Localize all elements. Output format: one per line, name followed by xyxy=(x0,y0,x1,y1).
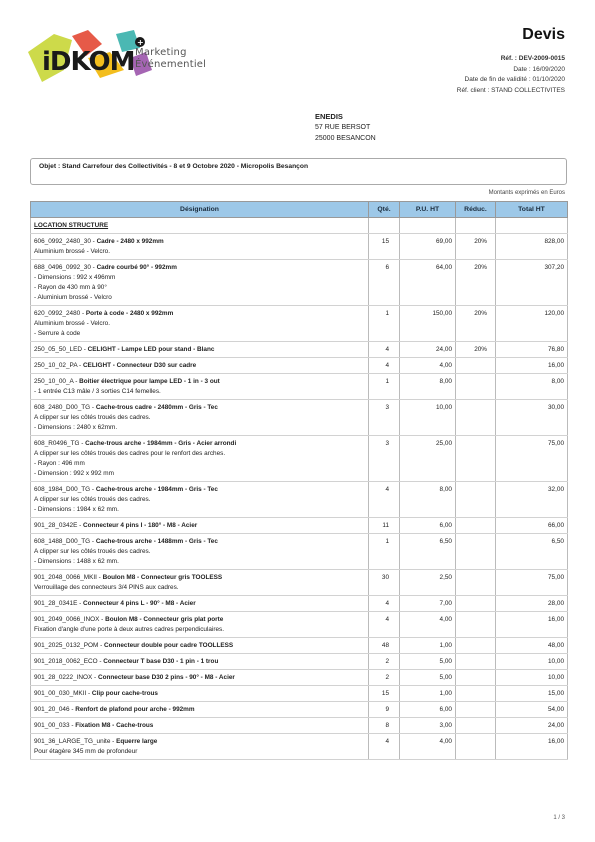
cell-unit-price: 6,00 xyxy=(400,518,456,534)
item-title xyxy=(34,521,365,531)
cell-unit-price: 1,00 xyxy=(400,638,456,654)
cell-discount xyxy=(456,718,496,734)
item-separator: - xyxy=(77,522,84,529)
cell-qty: 8 xyxy=(369,718,400,734)
item-title xyxy=(34,309,365,319)
item-code: 901_20_046 xyxy=(34,706,70,713)
table-row xyxy=(31,670,568,686)
item-separator: - xyxy=(80,310,86,317)
cell-designation xyxy=(31,358,369,374)
cell-unit-price: 24,00 xyxy=(400,342,456,358)
item-title xyxy=(34,721,365,731)
header-discount: Réduc. xyxy=(456,202,496,218)
item-code: 901_2018_0062_ECO xyxy=(34,658,98,665)
item-code: 901_36_LARGE_TG_unite xyxy=(34,738,111,745)
cell-total: 66,00 xyxy=(496,518,568,534)
cell-designation xyxy=(31,518,369,534)
table-row xyxy=(31,686,568,702)
item-description: Aluminium brossé - Velcro. xyxy=(34,248,111,255)
cell-unit-price: 6,00 xyxy=(400,702,456,718)
item-name: Cache-trous arche - 1984mm - Gris - Tec xyxy=(95,486,218,493)
cell-discount xyxy=(456,596,496,612)
cell-designation xyxy=(31,734,369,760)
item-description: A clipper sur les côtés troués des cadres pour le renfort des arches. - Rayon : 496 mm - Dimension : 992 x 992 mm xyxy=(34,450,226,477)
item-separator: - xyxy=(73,378,80,385)
item-name: Cadre - 2480 x 992mm xyxy=(96,238,164,245)
cell-designation xyxy=(31,686,369,702)
item-name: Cache-trous cadre - 2480mm - Gris - Tec xyxy=(95,404,218,411)
cell-designation xyxy=(31,374,369,400)
cell-qty: 30 xyxy=(369,570,400,596)
header-unit-price: P.U. HT xyxy=(400,202,456,218)
item-code: 250_10_02_PA xyxy=(34,362,78,369)
item-name: Fixation M8 - Cache-trous xyxy=(75,722,154,729)
cell-unit-price: 8,00 xyxy=(400,374,456,400)
cell-designation xyxy=(31,436,369,482)
item-name: Cache-trous arche - 1984mm - Gris - Acier arrondi xyxy=(85,440,237,447)
table-row xyxy=(31,702,568,718)
item-separator: - xyxy=(96,574,103,581)
cell-qty: 3 xyxy=(369,400,400,436)
item-name: Renfort de plafond pour arche - 992mm xyxy=(75,706,195,713)
cell-total: 16,00 xyxy=(496,612,568,638)
item-description: A clipper sur les côtés troués des cadres. - Dimensions : 2480 x 62mm. xyxy=(34,414,151,431)
item-separator: - xyxy=(86,690,92,697)
logo-tagline-line1: Marketing xyxy=(135,47,187,58)
cell-qty: 15 xyxy=(369,234,400,260)
client-name: ENEDIS xyxy=(315,112,343,121)
table-row xyxy=(31,436,568,482)
cell-discount xyxy=(456,358,496,374)
cell-discount xyxy=(456,612,496,638)
item-separator: - xyxy=(90,238,97,245)
cell-discount xyxy=(456,570,496,596)
cell-qty: 4 xyxy=(369,358,400,374)
item-title xyxy=(34,263,365,273)
cell-discount xyxy=(456,374,496,400)
item-code: 901_28_0342E xyxy=(34,522,78,529)
item-title xyxy=(34,673,365,683)
cell-total: 28,00 xyxy=(496,596,568,612)
item-name: Boulon M8 - Connecteur gris plat porte xyxy=(105,616,224,623)
item-separator: - xyxy=(98,642,105,649)
cell-qty: 4 xyxy=(369,482,400,518)
table-row xyxy=(31,612,568,638)
item-name: Connecteur T base D30 - 1 pin - 1 trou xyxy=(103,658,219,665)
item-code: 688_0496_0992_30 xyxy=(34,264,91,271)
cell-total: 6,50 xyxy=(496,534,568,570)
cell-qty: 4 xyxy=(369,612,400,638)
item-separator: - xyxy=(79,440,86,447)
item-name: Boulon M8 - Connecteur gris TOOLESS xyxy=(102,574,223,581)
item-code: 250_10_00_A xyxy=(34,378,74,385)
item-code: 901_00_033 xyxy=(34,722,70,729)
header-total: Total HT xyxy=(496,202,568,218)
item-title xyxy=(34,377,365,387)
cell-unit-price: 25,00 xyxy=(400,436,456,482)
cell-unit-price: 1,00 xyxy=(400,686,456,702)
cell-unit-price: 4,00 xyxy=(400,358,456,374)
item-code: 901_2048_0066_MKII xyxy=(34,574,97,581)
item-separator: - xyxy=(90,538,96,545)
cell-unit-price: 2,50 xyxy=(400,570,456,596)
cell-designation xyxy=(31,718,369,734)
item-title xyxy=(34,537,365,547)
item-code: 608_2480_D00_TG xyxy=(34,404,91,411)
item-separator: - xyxy=(77,600,84,607)
cell-qty: 1 xyxy=(369,374,400,400)
cell-total: 10,00 xyxy=(496,670,568,686)
item-name: Connecteur 4 pins I - 180° - M8 - Acier xyxy=(83,522,198,529)
cell-unit-price: 4,00 xyxy=(400,612,456,638)
cell-discount xyxy=(456,702,496,718)
cell-qty: 1 xyxy=(369,534,400,570)
cell-qty: 48 xyxy=(369,638,400,654)
cell-total: 15,00 xyxy=(496,686,568,702)
item-title xyxy=(34,485,365,495)
item-name: Boitier électrique pour lampe LED - 1 in - 3 out xyxy=(79,378,220,385)
item-name: CELIGHT - Connecteur D30 sur cadre xyxy=(82,362,197,369)
document-reference: Réf. : DEV-2009-0015 xyxy=(500,55,565,62)
table-row xyxy=(31,306,568,342)
item-name: CELIGHT - Lampe LED pour stand - Blanc xyxy=(87,346,215,353)
item-name: Clip pour cache-trous xyxy=(91,690,158,697)
table-row xyxy=(31,534,568,570)
item-code: 608_1984_D00_TG xyxy=(34,486,91,493)
cell-qty: 9 xyxy=(369,702,400,718)
item-name: Cadre courbé 90° - 992mm xyxy=(96,264,177,271)
cell-qty: 2 xyxy=(369,654,400,670)
item-title xyxy=(34,345,365,355)
item-separator: - xyxy=(90,264,97,271)
table-row xyxy=(31,734,568,760)
cell-unit-price: 5,00 xyxy=(400,654,456,670)
item-separator: - xyxy=(77,362,83,369)
table-row xyxy=(31,518,568,534)
table-row xyxy=(31,400,568,436)
table-row xyxy=(31,596,568,612)
cell-total: 16,00 xyxy=(496,734,568,760)
cell-total: 16,00 xyxy=(496,358,568,374)
cell-unit-price: 69,00 xyxy=(400,234,456,260)
cell-total: 76,80 xyxy=(496,342,568,358)
cell-discount xyxy=(456,670,496,686)
cell-unit-price: 5,00 xyxy=(400,670,456,686)
cell-discount xyxy=(456,400,496,436)
item-title xyxy=(34,705,365,715)
cell-qty: 4 xyxy=(369,596,400,612)
table-row xyxy=(31,482,568,518)
item-separator: - xyxy=(90,486,96,493)
item-title xyxy=(34,573,365,583)
item-separator: - xyxy=(81,346,88,353)
cell-designation xyxy=(31,482,369,518)
cell-designation xyxy=(31,670,369,686)
cell-designation xyxy=(31,612,369,638)
cell-designation xyxy=(31,260,369,306)
cell-designation xyxy=(31,570,369,596)
quote-table xyxy=(30,201,568,760)
item-description: A clipper sur les côtés troués des cadres. - Dimensions : 1488 x 62 mm. xyxy=(34,548,151,565)
cell-designation xyxy=(31,342,369,358)
cell-discount xyxy=(456,534,496,570)
cell-total: 828,00 xyxy=(496,234,568,260)
item-code: 606_0992_2480_30 xyxy=(34,238,91,245)
item-code: 250_05_50_LED xyxy=(34,346,82,353)
item-separator: - xyxy=(92,674,98,681)
cell-discount xyxy=(456,734,496,760)
item-name: Porte à code - 2480 x 992mm xyxy=(85,310,174,317)
item-code: 901_2049_0066_INOX xyxy=(34,616,100,623)
cell-designation xyxy=(31,534,369,570)
item-code: 620_0992_2480 xyxy=(34,310,81,317)
cell-discount: 20% xyxy=(456,342,496,358)
cell-discount xyxy=(456,638,496,654)
cell-qty: 11 xyxy=(369,518,400,534)
cell-unit-price: 6,50 xyxy=(400,534,456,570)
cell-discount xyxy=(456,654,496,670)
item-name: Equerre large xyxy=(116,738,158,745)
cell-total: 32,00 xyxy=(496,482,568,518)
cell-discount: 20% xyxy=(456,234,496,260)
cell-total: 24,00 xyxy=(496,718,568,734)
item-separator: - xyxy=(110,738,117,745)
cell-total: 75,00 xyxy=(496,570,568,596)
item-name: Connecteur double pour cadre TOOLLESS xyxy=(104,642,234,649)
cell-designation xyxy=(31,306,369,342)
table-row xyxy=(31,654,568,670)
quote-object: Objet : Stand Carrefour des Collectivités - 8 et 9 Octobre 2020 - Micropolis Besançon xyxy=(30,158,567,185)
item-title xyxy=(34,599,365,609)
cell-qty: 15 xyxy=(369,686,400,702)
item-code: 608_R0496_TG xyxy=(34,440,80,447)
table-row xyxy=(31,260,568,306)
item-separator: - xyxy=(90,404,96,411)
item-description: Fixation d'angle d'une porte à deux autres cadres perpendiculaires. xyxy=(34,626,225,633)
table-row xyxy=(31,570,568,596)
cell-discount: 20% xyxy=(456,306,496,342)
table-row xyxy=(31,638,568,654)
item-description: - 1 entrée C13 mâle / 3 sorties C14 femelles. xyxy=(34,388,161,395)
table-row xyxy=(31,234,568,260)
client-address xyxy=(315,111,376,144)
logo-tagline xyxy=(135,47,206,71)
document-validity: Date de fin de validité : 01/10/2020 xyxy=(464,76,565,83)
cell-total: 54,00 xyxy=(496,702,568,718)
cell-designation xyxy=(31,400,369,436)
item-name: Cache-trous arche - 1488mm - Gris - Tec xyxy=(95,538,218,545)
cell-total: 10,00 xyxy=(496,654,568,670)
cell-qty: 4 xyxy=(369,342,400,358)
cell-total: 75,00 xyxy=(496,436,568,482)
cell-qty: 2 xyxy=(369,670,400,686)
item-description: - Dimensions : 992 x 496mm - Rayon de 430 mm à 90° - Aluminium brossé - Velcro xyxy=(34,274,116,301)
cell-unit-price: 150,00 xyxy=(400,306,456,342)
item-separator: - xyxy=(69,722,76,729)
item-name: Connecteur 4 pins L - 90° - M8 - Acier xyxy=(83,600,196,607)
cell-unit-price: 10,00 xyxy=(400,400,456,436)
header-qty: Qté. xyxy=(369,202,400,218)
cell-qty: 4 xyxy=(369,734,400,760)
cell-total: 8,00 xyxy=(496,374,568,400)
cell-designation xyxy=(31,702,369,718)
cell-qty: 6 xyxy=(369,260,400,306)
item-description: Verrouillage des connecteurs 3/4 PINS aux cadres. xyxy=(34,584,179,591)
document-header xyxy=(457,26,565,96)
cell-discount xyxy=(456,436,496,482)
page-number: 1 / 3 xyxy=(553,815,565,821)
cell-qty: 3 xyxy=(369,436,400,482)
client-city: 25000 BESANCON xyxy=(315,135,376,142)
item-code: 608_1488_D00_TG xyxy=(34,538,91,545)
item-code: 901_28_0222_INOX xyxy=(34,674,93,681)
item-title xyxy=(34,403,365,413)
item-title xyxy=(34,615,365,625)
svg-text:iDKOM: iDKOM xyxy=(42,47,135,77)
section-row xyxy=(31,218,568,234)
table-row xyxy=(31,374,568,400)
client-reference: Réf. client : STAND COLLECTIVITES xyxy=(456,86,565,94)
cell-designation xyxy=(31,638,369,654)
item-description: Pour étagère 345 mm de profondeur xyxy=(34,748,138,755)
document-date: Date : 16/09/2020 xyxy=(513,65,565,73)
cell-designation xyxy=(31,234,369,260)
svg-text:+: + xyxy=(137,38,144,47)
cell-unit-price: 3,00 xyxy=(400,718,456,734)
cell-unit-price: 8,00 xyxy=(400,482,456,518)
cell-unit-price: 4,00 xyxy=(400,734,456,760)
cell-total: 120,00 xyxy=(496,306,568,342)
cell-total: 30,00 xyxy=(496,400,568,436)
cell-discount xyxy=(456,518,496,534)
item-name: Connecteur base D30 2 pins - 90° - M8 - Acier xyxy=(97,674,235,681)
cell-discount xyxy=(456,482,496,518)
cell-unit-price: 64,00 xyxy=(400,260,456,306)
logo-tagline-line2: Événementiel xyxy=(135,59,207,70)
item-separator: - xyxy=(97,658,104,665)
cell-designation xyxy=(31,596,369,612)
client-street: 57 RUE BERSOT xyxy=(315,124,371,131)
item-separator: - xyxy=(99,616,106,623)
item-title xyxy=(34,641,365,651)
document-title: Devis xyxy=(522,26,565,43)
section-label: LOCATION STRUCTURE xyxy=(34,222,109,229)
item-code: 901_28_0341E xyxy=(34,600,78,607)
item-description: Aluminium brossé - Velcro. - Serrure à code xyxy=(34,320,111,337)
item-title xyxy=(34,361,365,371)
item-title xyxy=(34,689,365,699)
table-row xyxy=(31,358,568,374)
cell-discount xyxy=(456,686,496,702)
table-row xyxy=(31,718,568,734)
cell-discount: 20% xyxy=(456,260,496,306)
header-designation: Désignation xyxy=(31,202,369,218)
cell-total: 48,00 xyxy=(496,638,568,654)
cell-qty: 1 xyxy=(369,306,400,342)
item-code: 901_2025_0132_POM xyxy=(34,642,99,649)
cell-unit-price: 7,00 xyxy=(400,596,456,612)
table-row xyxy=(31,342,568,358)
item-title xyxy=(34,737,365,747)
cell-total: 307,20 xyxy=(496,260,568,306)
item-title xyxy=(34,439,365,449)
item-title xyxy=(34,657,365,667)
item-title xyxy=(34,237,365,247)
item-code: 901_00_030_MKII xyxy=(34,690,87,697)
table-header-row xyxy=(31,202,568,218)
currency-note: Montants exprimés en Euros xyxy=(488,190,565,196)
cell-designation xyxy=(31,654,369,670)
item-separator: - xyxy=(69,706,76,713)
item-description: A clipper sur les côtés troués des cadres. - Dimensions : 1984 x 62 mm. xyxy=(34,496,151,513)
